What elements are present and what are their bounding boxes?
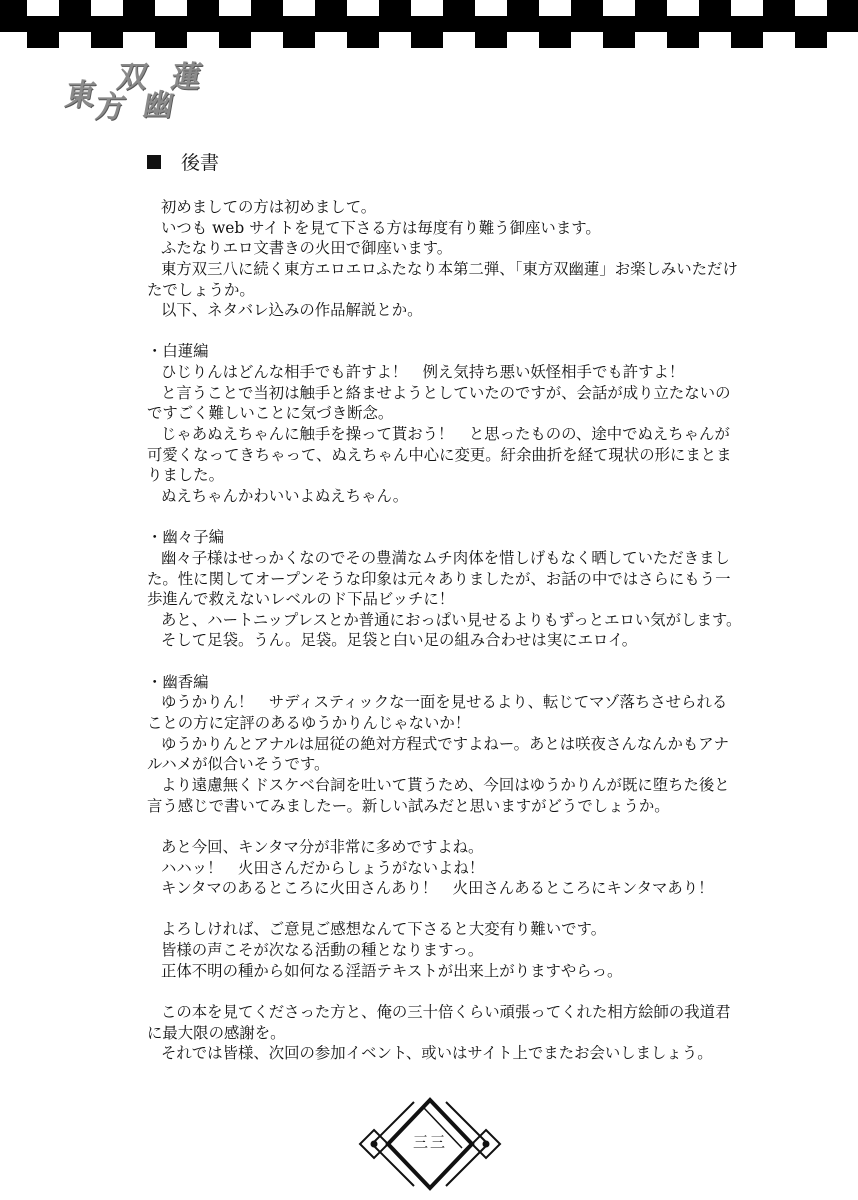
text-line: そして足袋。うん。足袋。足袋と白い足の組み合わせは実にエロイ。 bbox=[161, 631, 638, 650]
blank-line bbox=[147, 651, 727, 672]
checker-square bbox=[603, 16, 635, 48]
text-line: ひじりんはどんな相手でも許すよ！ 例え気持ち悪い妖怪相手でも許すよ！ bbox=[161, 363, 685, 382]
blank-line bbox=[147, 816, 727, 837]
checker-square bbox=[475, 16, 507, 48]
text-line: ですごく難しいことに気づき断念。 bbox=[147, 404, 394, 423]
afterword-body bbox=[147, 197, 742, 1064]
blank-line bbox=[147, 507, 727, 528]
blank-line bbox=[147, 981, 727, 1002]
section-heading: ・白蓮編 bbox=[147, 342, 209, 361]
text-line: りました。 bbox=[147, 466, 224, 485]
checker-square bbox=[0, 0, 27, 32]
afterword-heading bbox=[147, 148, 219, 175]
text-line: と言うことで当初は触手と絡ませようとしていたのですが、会話が成り立たないの bbox=[161, 383, 731, 402]
checker-square bbox=[795, 16, 827, 48]
text-line: ぬえちゃんかわいいよぬえちゃん。 bbox=[161, 486, 409, 505]
heading-title: 後書 bbox=[181, 152, 220, 174]
checker-square bbox=[699, 0, 731, 32]
text-line: あと、ハートニップレスとか普通におっぱい見せるよりもずっとエロい気がします。 bbox=[161, 610, 742, 629]
section-heading: ・幽々子編 bbox=[147, 528, 224, 547]
checker-square bbox=[763, 0, 795, 32]
checker-square bbox=[731, 16, 763, 48]
text-line: より遠慮無くドスケベ台詞を吐いて貰うため、今回はゆうかりんが既に堕ちた後と bbox=[161, 775, 730, 794]
checker-square bbox=[27, 16, 59, 48]
checkered-border bbox=[0, 0, 858, 50]
text-line: よろしければ、ご意見ご感想なんて下さると大変有り難いです。 bbox=[161, 920, 607, 939]
text-line: ゆうかりんとアナルは屈従の絶対方程式ですよねー。あとは咲夜さんなんかもアナ bbox=[161, 734, 730, 753]
blank-line bbox=[147, 899, 727, 920]
text-line: た。性に関してオープンそうな印象は元々ありましたが、お話の中ではさらにもう一 bbox=[147, 569, 731, 588]
checker-square bbox=[539, 16, 571, 48]
checker-square bbox=[507, 0, 539, 32]
text-line: 歩進んで救えないレベルのド下品ビッチに！ bbox=[147, 590, 455, 609]
text-line: じゃあぬえちゃんに触手を操って貰おう！ と思ったものの、途中でぬえちゃんが bbox=[161, 425, 730, 444]
checker-square bbox=[667, 16, 699, 48]
logo: 東 方 双 幽 蓮 bbox=[62, 60, 205, 125]
page-number: 三三 bbox=[412, 1133, 447, 1151]
text-line: 幽々子様はせっかくなのでその豊満なムチ肉体を惜しげもなく晒していただきまし bbox=[161, 548, 730, 567]
checker-square bbox=[315, 0, 347, 32]
text-line: 皆様の声こそが次なる活動の種となりますっ。 bbox=[161, 941, 484, 960]
text-line: 正体不明の種から如何なる淫語テキストが出来上がりますやらっ。 bbox=[161, 961, 623, 980]
text-line: ことの方に定評のあるゆうかりんじゃないか！ bbox=[147, 714, 471, 733]
checker-square bbox=[347, 16, 379, 48]
checker-square bbox=[379, 0, 411, 32]
text-line: 可愛くなってきちゃって、ぬえちゃん中心に変更。紆余曲折を経て現状の形にまとま bbox=[147, 445, 732, 464]
checker-square bbox=[635, 0, 667, 32]
text-line: ルハメが似合いそうです。 bbox=[147, 755, 330, 774]
text-line: ふたなりエロ文書きの火田で御座います。 bbox=[161, 239, 453, 258]
section-heading: ・幽香編 bbox=[147, 672, 209, 691]
text-line: いつも web サイトを見て下さる方は毎度有り難う御座います。 bbox=[161, 218, 601, 237]
checker-square bbox=[283, 16, 315, 48]
text-line: 初めましての方は初めまして。 bbox=[161, 198, 377, 216]
checker-square bbox=[91, 16, 123, 48]
checker-square bbox=[123, 0, 155, 32]
checker-square bbox=[443, 0, 475, 32]
text-line: この本を見てくださった方と、俺の三十倍くらい頑張ってくれた相方絵師の我道君 bbox=[161, 1002, 731, 1021]
blank-line bbox=[147, 321, 727, 342]
text-line: 言う感じで書いてみましたー。新しい試みだと思いますがどうでしょうか。 bbox=[147, 796, 670, 815]
checker-square bbox=[155, 16, 187, 48]
checker-square bbox=[59, 0, 91, 32]
text-line: 以下、ネタバレ込みの作品解説とか。 bbox=[161, 301, 423, 320]
text-line: ハハッ！ 火田さんだからしょうがないよね！ bbox=[161, 858, 485, 877]
text-line: に最大限の感謝を。 bbox=[147, 1023, 286, 1042]
checker-square bbox=[571, 0, 603, 32]
text-line: それでは皆様、次回の参加イベント、或いはサイト上でまたお会いしましょう。 bbox=[161, 1044, 713, 1063]
checker-square bbox=[219, 16, 251, 48]
text-line: キンタマのあるところに火田さんあり！ 火田さんあるところにキンタマあり！ bbox=[161, 879, 714, 898]
checker-square bbox=[827, 0, 858, 32]
text-line: ゆうかりん！ サディスティックな一面を見せるより、転じてマゾ落ちさせられる bbox=[161, 693, 728, 712]
checker-square bbox=[411, 16, 443, 48]
checker-square bbox=[251, 0, 283, 32]
square-bullet-icon bbox=[147, 155, 161, 169]
text-line: あと今回、キンタマ分が非常に多めですよね。 bbox=[161, 837, 484, 856]
checker-square bbox=[187, 0, 219, 32]
text-line: 東方双三八に続く東方エロエロふたなり本第二弾、「東方双幽蓮」お楽しみいただけ bbox=[161, 259, 738, 278]
text-line: たでしょうか。 bbox=[147, 280, 255, 299]
